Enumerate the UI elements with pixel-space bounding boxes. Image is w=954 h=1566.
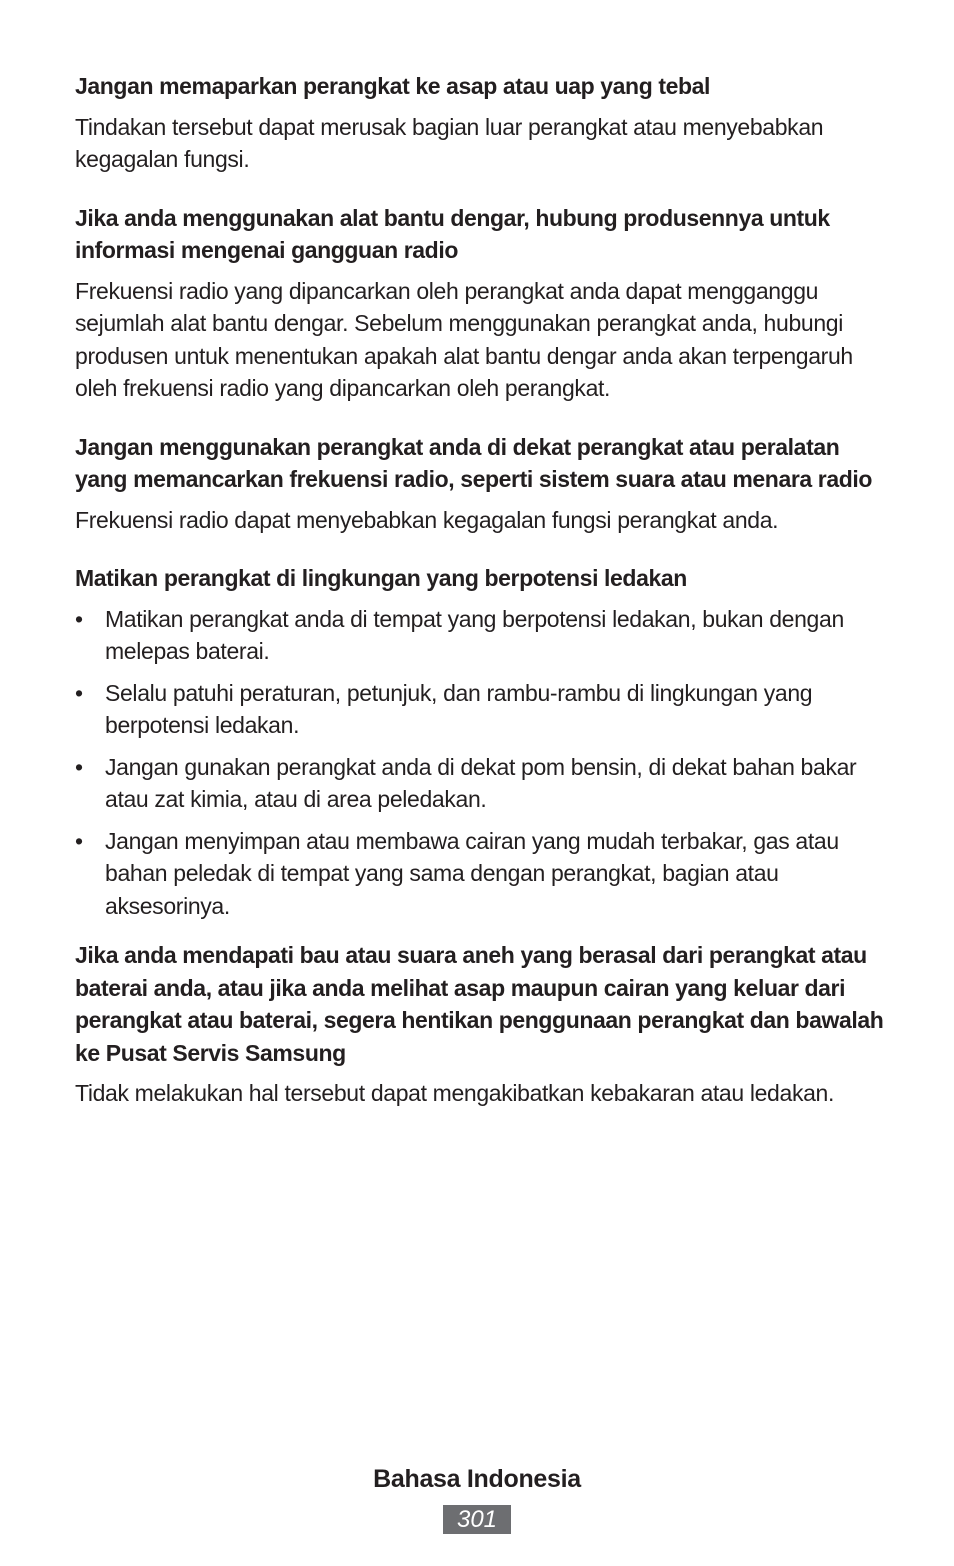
section-heading: Jangan menggunakan perangkat anda di dekat perangkat atau peralatan yang memancarkan frekuensi radio, seperti sistem suara atau menara radio — [75, 433, 872, 492]
section-heading: Jangan memaparkan perangkat ke asap atau uap yang tebal — [75, 73, 711, 99]
footer-language: Bahasa Indonesia — [373, 1465, 581, 1493]
section-heading: Matikan perangkat di lingkungan yang berpotensi ledakan — [75, 565, 687, 591]
page-number-badge: 301 — [443, 1505, 511, 1534]
section-radio-equipment — [75, 431, 885, 537]
section-body: Frekuensi radio yang dipancarkan oleh perangkat anda dapat mengganggu sejumlah alat bantu dengar. Sebelum menggunakan perangkat anda, hubungi produsen untuk menentukan apakah alat bantu dengar anda akan terpengaruh oleh frekuensi radio yang dipancarkan oleh perangkat. — [75, 277, 853, 401]
list-item — [75, 677, 885, 742]
section-body: Frekuensi radio dapat menyebabkan kegagalan fungsi perangkat anda. — [75, 506, 779, 533]
bullet-marker: • — [75, 753, 83, 780]
list-item-text: Jangan gunakan perangkat anda di dekat pom bensin, di dekat bahan bakar atau zat kimia, atau di area peledakan. — [105, 753, 857, 812]
section-body: Tindakan tersebut dapat merusak bagian luar perangkat atau menyebabkan kegagalan fungsi. — [75, 113, 824, 172]
page-content — [75, 70, 885, 1136]
section-body: Tidak melakukan hal tersebut dapat mengakibatkan kebakaran atau ledakan. — [75, 1080, 835, 1106]
section-hearing-aid — [75, 202, 885, 405]
section-explosive-areas — [75, 562, 885, 922]
bullet-list — [75, 603, 885, 923]
section-smoke — [75, 70, 885, 176]
list-item-text: Jangan menyimpan atau membawa cairan yang mudah terbakar, gas atau bahan peledak di tempat yang sama dengan perangkat, bagian atau aksesorinya. — [105, 827, 839, 919]
section-heading: Jika anda menggunakan alat bantu dengar, hubung produsennya untuk informasi mengenai gangguan radio — [75, 204, 830, 263]
section-heading: Jika anda mendapati bau atau suara aneh yang berasal dari perangkat atau baterai anda, atau jika anda melihat asap maupun cairan yang keluar dari perangkat atau baterai, segera hentikan penggunaan perangkat dan bawalah ke Pusat Servis Samsung — [75, 942, 884, 1066]
section-strange-smell — [75, 939, 885, 1110]
list-item — [75, 603, 885, 668]
list-item — [75, 751, 885, 816]
bullet-marker: • — [75, 827, 83, 854]
list-item-text: Selalu patuhi peraturan, petunjuk, dan rambu-rambu di lingkungan yang berpotensi ledakan. — [105, 679, 813, 738]
bullet-marker: • — [75, 605, 83, 632]
bullet-marker: • — [75, 679, 83, 706]
list-item — [75, 825, 885, 923]
list-item-text: Matikan perangkat anda di tempat yang berpotensi ledakan, bukan dengan melepas baterai. — [105, 605, 844, 664]
